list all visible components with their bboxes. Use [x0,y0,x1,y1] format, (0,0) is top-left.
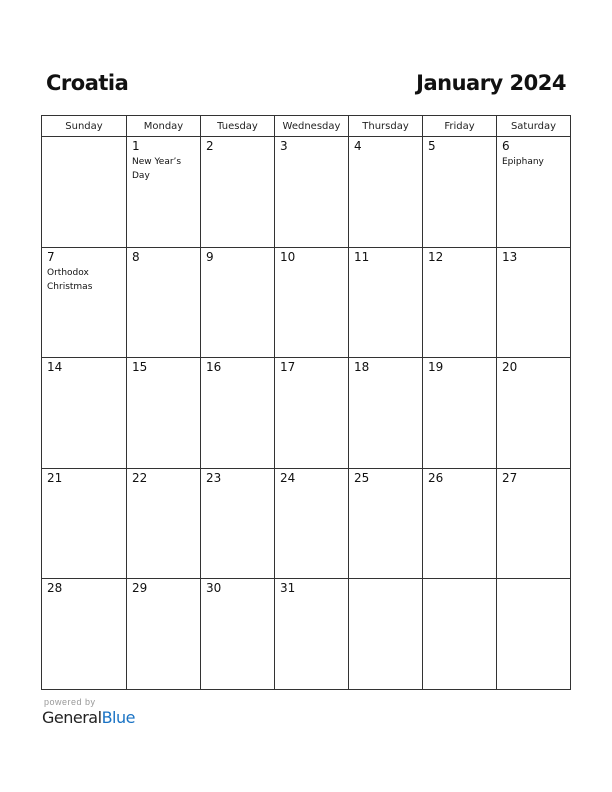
day-number: 26 [428,470,444,485]
weekday-header-row [42,116,571,137]
day-number: 15 [132,360,148,374]
day-number: 4 [354,139,362,153]
day-number: 9 [206,249,214,264]
day-number: 13 [502,249,518,264]
day-cell [42,247,127,358]
day-number: 11 [354,249,370,264]
day-cell [201,468,275,579]
month-title: January 2024 [416,71,566,95]
day-cell [349,247,423,358]
day-number: 22 [132,470,148,485]
day-cell [349,579,423,690]
day-number: 31 [280,581,296,595]
weekday-header: Saturday [497,116,571,137]
week-row [42,468,571,579]
day-cell [201,137,275,248]
day-cell [275,358,349,469]
day-cell [349,468,423,579]
week-row [42,247,571,358]
day-number: 2 [206,139,214,153]
day-cell [423,468,497,579]
weekday-header: Tuesday [201,116,275,137]
generalblue-logo [42,708,135,727]
week-row [42,358,571,469]
day-number: 17 [280,360,296,374]
day-number: 29 [132,581,148,595]
day-cell [127,137,201,248]
holiday-label: New Year’s Day [132,157,182,181]
day-cell [275,468,349,579]
day-cell [497,137,571,248]
calendar-grid [41,115,571,690]
day-cell [423,137,497,248]
day-number: 14 [47,360,63,374]
day-number: 24 [280,470,296,485]
weekday-header: Friday [423,116,497,137]
weekday-header: Monday [127,116,201,137]
day-cell [127,358,201,469]
day-number: 7 [47,249,55,264]
day-cell [349,137,423,248]
day-cell [127,579,201,690]
weekday-header: Sunday [42,116,127,137]
weekday-header: Wednesday [275,116,349,137]
day-number: 21 [47,470,63,485]
day-number: 1 [132,139,140,153]
day-cell [275,579,349,690]
day-cell [42,358,127,469]
week-row [42,137,571,248]
day-number: 30 [206,581,222,595]
day-cell [201,579,275,690]
day-cell [42,468,127,579]
day-number: 12 [428,249,444,264]
day-number: 23 [206,470,222,485]
day-cell [423,358,497,469]
brand-general: General [42,708,102,727]
day-number: 10 [280,249,296,264]
day-number: 3 [280,139,288,153]
day-number: 25 [354,470,370,485]
day-cell [497,358,571,469]
day-cell [423,247,497,358]
day-cell [127,468,201,579]
day-cell [201,358,275,469]
powered-by-label: powered by [44,697,96,707]
day-cell [349,358,423,469]
day-cell [127,247,201,358]
country-title: Croatia [46,71,129,95]
day-cell [497,247,571,358]
weekday-header: Thursday [349,116,423,137]
day-cell [42,137,127,248]
day-number: 20 [502,360,518,374]
brand-blue: Blue [101,708,135,727]
day-number: 5 [428,139,436,153]
day-number: 8 [132,249,140,264]
day-number: 28 [47,581,63,595]
day-number: 19 [428,360,444,374]
day-cell [42,579,127,690]
day-number: 27 [502,470,518,485]
day-cell [423,579,497,690]
holiday-label: Epiphany [502,157,544,167]
holiday-label: Orthodox Christmas [47,267,93,292]
day-number: 18 [354,360,370,374]
day-cell [201,247,275,358]
day-cell [275,247,349,358]
day-number: 16 [206,360,222,374]
day-number: 6 [502,139,510,153]
day-cell [275,137,349,248]
day-cell [497,468,571,579]
day-cell [497,579,571,690]
week-row [42,579,571,690]
